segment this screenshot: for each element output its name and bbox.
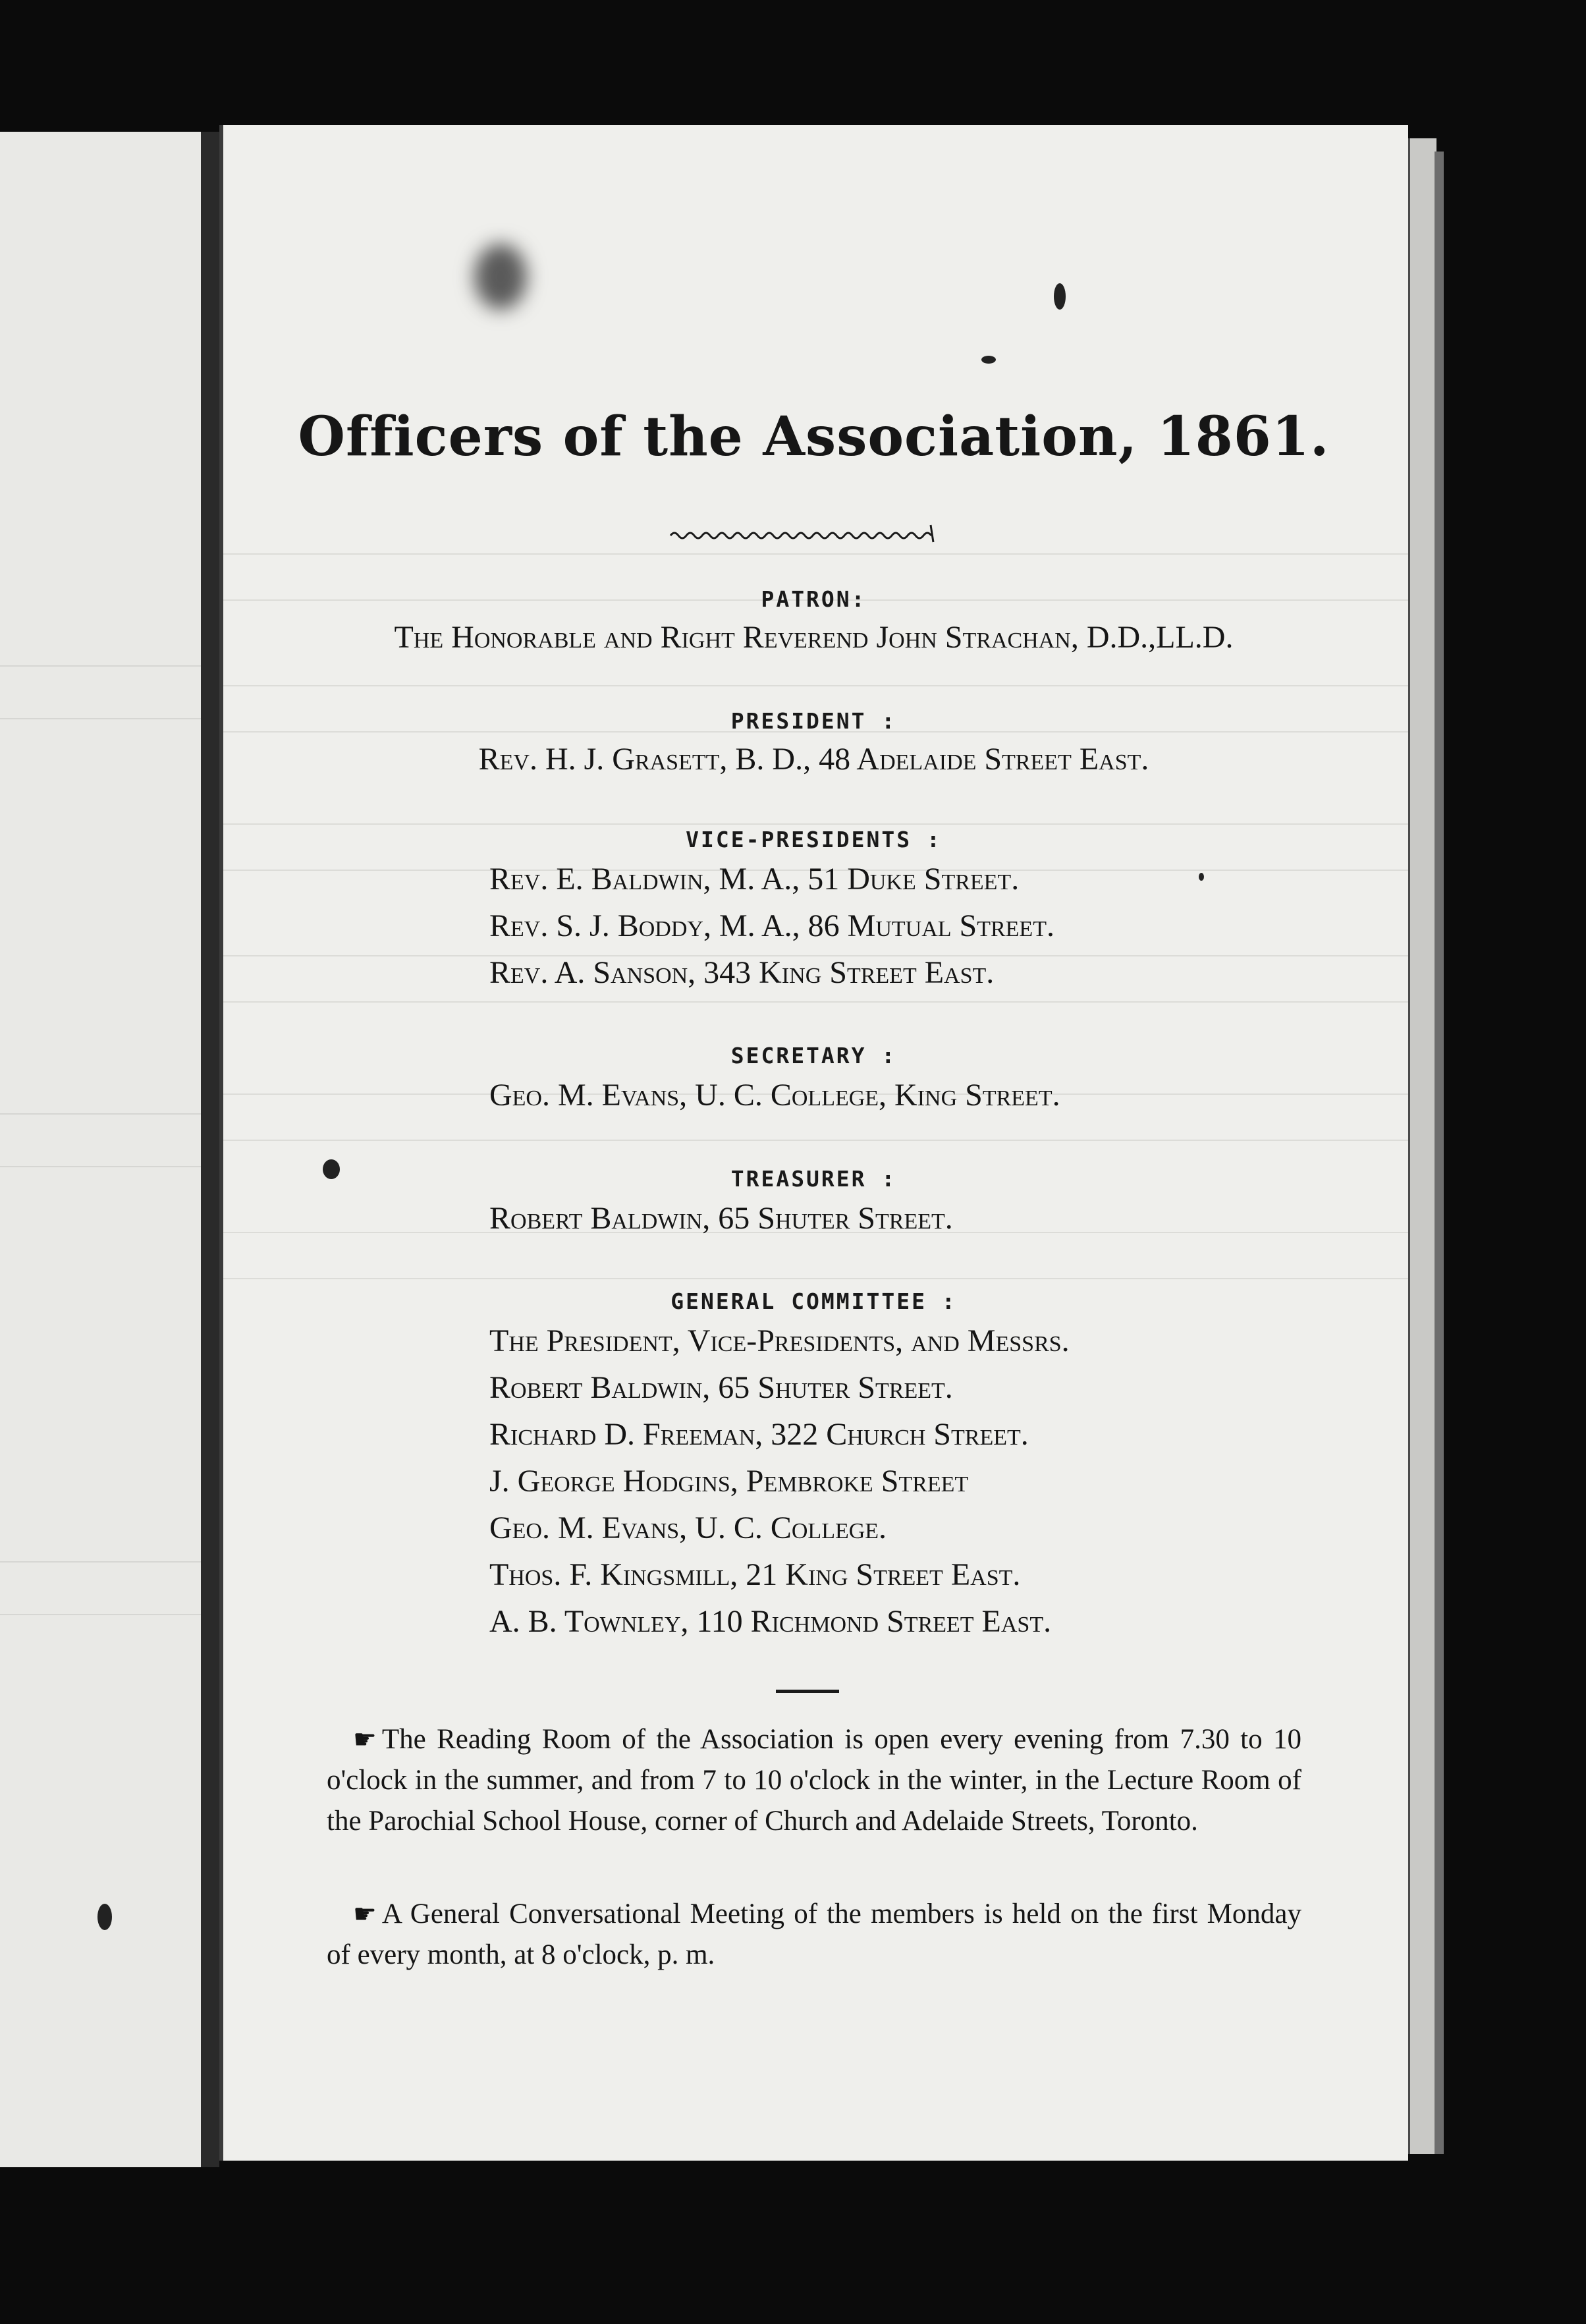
secretary-heading: SECRETARY : — [730, 1043, 897, 1068]
meeting-notice-text: A General Conversational Meeting of the members is held on the first Monday of every month, at 8 o'clock, p. m. — [327, 1898, 1301, 1970]
president-heading: PRESIDENT : — [730, 708, 897, 734]
committee-line: J. George Hodgins, Pembroke Street — [489, 1464, 969, 1499]
general-committee-heading: GENERAL COMMITTEE : — [670, 1288, 957, 1314]
secretary-line: Geo. M. Evans, U. C. College, King Street. — [489, 1078, 1060, 1113]
ink-speck — [981, 356, 996, 364]
ink-speck — [1054, 283, 1066, 310]
meeting-notice — [327, 1894, 1301, 1976]
ink-speck — [97, 1904, 112, 1930]
left-page-edge — [0, 132, 201, 2167]
ink-speck — [1199, 873, 1204, 881]
vice-presidents-heading: VICE-PRESIDENTS : — [686, 827, 942, 852]
pointing-hand-icon: ☛ — [353, 1899, 377, 1929]
page-title: Officers of the Association, 1861. — [298, 405, 1330, 468]
book-board-shadow — [1435, 152, 1444, 2154]
book-board-edge — [1408, 138, 1436, 2154]
vice-president-line: Rev. A. Sanson, 343 King Street East. — [489, 955, 995, 990]
committee-line: Richard D. Freeman, 322 Church Street. — [489, 1417, 1029, 1452]
ink-speck — [323, 1159, 340, 1179]
committee-line: Geo. M. Evans, U. C. College. — [489, 1510, 887, 1545]
section-divider — [776, 1690, 839, 1693]
pointing-hand-icon: ☛ — [353, 1725, 377, 1755]
reading-room-notice — [327, 1719, 1301, 1842]
wavy-rule-ornament — [667, 524, 944, 543]
vice-president-line: Rev. E. Baldwin, M. A., 51 Duke Street. — [489, 862, 1020, 897]
committee-line: Robert Baldwin, 65 Shuter Street. — [489, 1370, 953, 1405]
reading-room-notice-text: The Reading Room of the Association is open every evening from 7.30 to 10 o'clock in the summer, and from 7 to 10 o'clock in the winter, in the Lecture Room of the Parochial School House, corner of Church and Adelaide Streets, Toronto. — [327, 1724, 1301, 1837]
committee-line: The President, Vice-Presidents, and Messrs. — [489, 1323, 1070, 1358]
committee-line: A. B. Townley, 110 Richmond Street East. — [489, 1604, 1052, 1639]
book-gutter — [201, 132, 219, 2167]
president-line: Rev. H. J. Grasett, B. D., 48 Adelaide Street East. — [478, 742, 1149, 777]
vice-president-line: Rev. S. J. Boddy, M. A., 86 Mutual Street. — [489, 908, 1054, 943]
committee-line: Thos. F. Kingsmill, 21 King Street East. — [489, 1557, 1021, 1592]
page-content — [219, 125, 1408, 2161]
patron-heading: PATRON: — [761, 586, 867, 612]
ink-blot — [474, 244, 527, 310]
patron-line: The Honorable and Right Reverend John Strachan, D.D.,LL.D. — [394, 620, 1234, 655]
treasurer-line: Robert Baldwin, 65 Shuter Street. — [489, 1201, 953, 1236]
treasurer-heading: TREASURER : — [730, 1166, 897, 1192]
